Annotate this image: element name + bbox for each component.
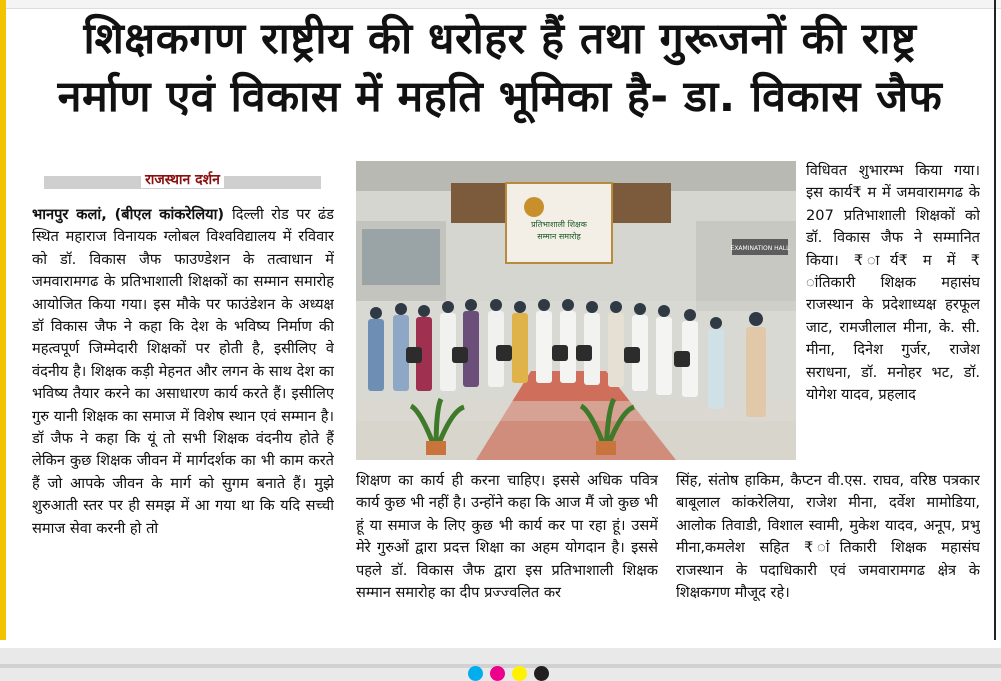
banner-line-1: प्रतिभाशाली शिक्षक [531,220,587,229]
article-column-2 [356,470,658,640]
top-strip [0,0,1001,9]
registration-mark-cyan [468,666,483,681]
registration-mark-magenta [490,666,505,681]
column-2-text: शिक्षण का कार्य ही करना चाहिए। इससे अधिक पवित्र कार्य कुछ भी नहीं है। उन्होंने कहा कि आज मैं जो कुछ भी हूं या समाज के लिए कुछ भी कार्य कर पा रहा हूं। उसमें मेरे गुरुओं द्वारा प्रदत्त शिक्षा का अहम योगदान है। इससे पहले डॉ. विकास जैफ द्वारा इस प्रतिभाशाली शिक्षक सम्मान समारोह का दीप प्रज्ज्वलित कर [356,472,658,602]
event-photo [356,161,796,460]
article-column-3 [806,160,980,475]
column-4-text: सिंह, संतोष हाकिम, कैप्टन वी.एस. राघव, वरिष्ठ पत्रकार बाबूलाल कांकरेलिया, राजेश मीना, दर्वेश मामोडिया, आलोक तिवाडी, विशाल स्वामी, मुकेश यादव, अनूप, प्रभु मीना,कमलेश सहित ₹ ांतिकारी शिक्षक महासंघ राजस्थान के पदाधिकारी एवं जमवारामगढ क्षेत्र के शिक्षकगण मौजूद रहे। [676,472,980,602]
column-1-text: दिल्ली रोड पर ढंड स्थित महाराज विनायक ग्लोबल विश्वविद्यालय में रविवार को डॉ. विकास जैफ फाउण्डेशन के तत्वाधान में जमवारामगढ के प्रतिभाशाली शिक्षकों का सम्मान समारोह आयोजित किया गया। इस मौके पर फाउंडेशन के अध्यक्ष डॉ विकास जैफ ने कहा कि देश के भविष्य निर्माण की महत्वपूर्ण जिम्मेदारी शिक्षकों पर होती है, इसीलिए वे वंदनीय है। शिक्षक कड़ी मेहनत और लगन के साथ देश का भविष्य तैयार करने का असाधारण कार्य करते हैं। इसीलिए गुरु यानी शिक्षक का समाज में विशेष स्थान एवं सम्मान है। डॉ जैफ ने कहा कि यूं तो सभी शिक्षक वंदनीय होते हैं लेकिन कुछ शिक्षक जीवन में मार्गदर्शक का भी काम करते हैं जो आपके जीवन के मार्ग को सुगम बनाते हैं। मुझे शुरुआती स्तर पर ही समझ में आ गया था कि यदि सच्ची समाज सेवा करनी हो तो [32,206,334,537]
headline-line-2: नर्माण एवं विकास में महति भूमिका है- डा. विकास जैफ [57,72,943,122]
source-label [40,170,325,189]
article-column-4 [676,470,980,645]
group-photo-icon [356,161,796,460]
hall-sign: EXAMINATION HALL [730,245,790,252]
registration-mark-black [534,666,549,681]
headline-line-1: शिक्षकगण राष्ट्रीय की धरोहर हैं तथा गुरूजनों की राष्ट्र [83,14,917,64]
left-accent-bar [0,0,6,640]
banner-line-2: सम्मान समारोह [537,232,581,241]
dateline: भानपुर कलां, (बीएल कांकरेलिया) [32,206,232,223]
registration-mark-yellow [512,666,527,681]
column-3-text: विधिवत शुभारम्भ किया गया। इस कार्य₹ म में जमवारामगढ के 207 प्रतिभाशाली शिक्षकों को डॉ. विकास जैफ ने सम्मानित किया। ₹ ार्य₹ म में ₹ ांतिकारी शिक्षक महासंघ राजस्थान के प्रदेशाध्यक्ष हरफूल जाट, रामजीलाल मीना, के. सी. मीना, दिनेश गुर्जर, राजेश सराधना, डॉ. मनोहर भट, डॉ. योगेश यादव, प्रहलाद [806,162,980,404]
article-column-1 [32,204,334,644]
source-text: राजस्थान दर्शन [141,172,224,188]
headline [20,10,980,126]
right-column-rule [994,0,996,640]
